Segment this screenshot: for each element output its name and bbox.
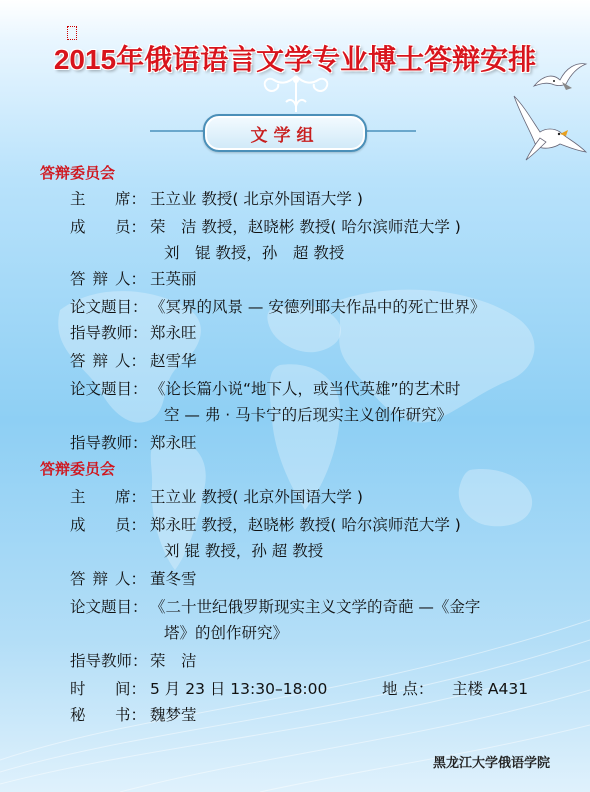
chair-value: 王立业 教授( 北京外国语大学 ): [150, 190, 363, 208]
advisor-value: 郑永旺: [150, 324, 197, 342]
time-label: 时 间：: [70, 680, 146, 698]
seagull-icon: [532, 60, 588, 96]
advisor-value: 荣 洁: [150, 652, 197, 670]
seagull-icon: [510, 94, 588, 164]
defender-label: 答 辩 人：: [70, 270, 146, 288]
thesis-label: 论文题目：: [70, 298, 148, 316]
members-label: 成 员：: [70, 516, 146, 534]
thesis-value: 《论长篇小说“地下人，或当代英雄”的艺术时: [150, 380, 461, 398]
ornament-scroll: [256, 72, 336, 116]
defender-label: 答 辩 人：: [70, 570, 146, 588]
advisor-label: 指导教师：: [70, 434, 148, 452]
thesis-label: 论文题目：: [70, 380, 148, 398]
members-value: 郑永旺 教授，赵晓彬 教授( 哈尔滨师范大学 ): [150, 516, 461, 534]
time-value: 5 月 23 日 13:30–18:00: [150, 680, 328, 698]
chair-label: 主 席：: [70, 488, 146, 506]
members-label: 成 员：: [70, 218, 146, 236]
group-badge: [203, 114, 367, 152]
defender-value: 赵雪华: [150, 352, 197, 370]
badge-right-line: [363, 130, 416, 132]
thesis-value: 《冥界的风景 — 安德列耶夫作品中的死亡世界》: [150, 298, 486, 316]
badge-left-line: [150, 130, 203, 132]
place-value: 主楼 A431: [452, 680, 529, 698]
committee-heading: 答辩委员会: [40, 164, 116, 182]
advisor-label: 指导教师：: [70, 324, 148, 342]
advisor-value: 郑永旺: [150, 434, 197, 452]
chair-value: 王立业 教授( 北京外国语大学 ): [150, 488, 363, 506]
chair-label: 主 席：: [70, 190, 146, 208]
defender-value: 董冬雪: [150, 570, 197, 588]
poster: 2015年俄语语言文学专业博士答辩安排 文学组 答辩委员会 主 席： 王立业 教授( 北京外国语大学 ) 成 员： 荣 洁 教授，赵晓彬 教授( 哈尔滨师范大学 ) 刘 锟 教授，孙 超 教授 答 辩 人： 王英丽 论文题目： 《冥界的风景 — 安德列耶夫作品中的死亡世界》 指导教师： 郑永旺 答 辩 人： 赵雪华 论文题目： 《论长篇小说“地下人，或当代英雄”的艺术时 空 — 弗 · 马卡宁的后现实主义创作研究》 指导教师： 郑永旺 答辩委员会 主 席： 王立业 教授( 北京外国语大学 ) 成 员： 郑永旺 教授，赵晓彬 教授( 哈尔滨师范大学 ) 刘 锟 教授，孙 超 教授 答 辩 人： 董冬雪 论文题目： 《二十世纪俄罗斯现实主义文学的奇葩 —《金字 塔》的创作研究》 指导教师： 荣 洁 时 间： 5 月 23 日 13:30–18:00 地 点： 主楼 A431 秘 书： 魏梦莹 黑龙江大学俄语学院: [0, 0, 590, 792]
place-label: 地 点：: [382, 680, 434, 698]
defender-label: 答 辩 人：: [70, 352, 146, 370]
advisor-label: 指导教师：: [70, 652, 148, 670]
footer-organization: 黑龙江大学俄语学院: [432, 756, 550, 771]
thesis-label: 论文题目：: [70, 598, 148, 616]
committee-heading: 答辩委员会: [40, 460, 116, 478]
thesis-value: 《二十世纪俄罗斯现实主义文学的奇葩 —《金字: [150, 598, 481, 616]
group-label: 文学组: [250, 125, 320, 146]
page-title: 2015年俄语语言文学专业博士答辩安排: [53, 44, 537, 75]
members-value: 荣 洁 教授，赵晓彬 教授( 哈尔滨师范大学 ): [150, 218, 461, 236]
defender-value: 王英丽: [150, 270, 197, 288]
secretary-label: 秘 书：: [70, 706, 146, 724]
secretary-value: 魏梦莹: [150, 706, 197, 724]
